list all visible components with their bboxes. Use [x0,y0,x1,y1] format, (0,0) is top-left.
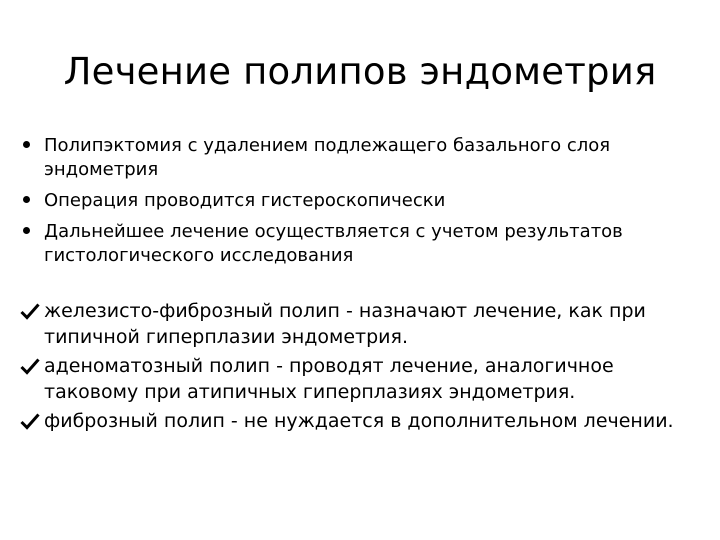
bullet-dot-icon [22,220,40,244]
bullet-item [22,220,692,268]
check-item [22,353,692,405]
check-item [22,298,692,350]
bullet-item [22,134,692,182]
slide-body [22,134,692,437]
bullet-text: Полипэктомия с удалением подлежащего базального слоя эндометрия [44,135,611,180]
check-text: фиброзный полип - не нуждается в дополнительном лечении. [44,410,674,432]
spacer [22,275,692,298]
check-text: аденоматозный полип - проводят лечение, аналогичное таковому при атипичных гиперплазиях эндометрия. [44,355,614,403]
check-item [22,408,692,434]
bullet-text: Операция проводится гистероскопически [44,190,446,211]
slide-title: Лечение полипов эндометрия [63,50,657,93]
bullet-dot-icon [22,134,40,158]
bullet-dot-icon [22,189,40,213]
check-text: железисто-фиброзный полип - назначают лечение, как при типичной гиперплазии эндометрия. [44,300,646,348]
bullet-item [22,189,692,213]
bullet-text: Дальнейшее лечение осуществляется с учетом результатов гистологического исследования [44,221,623,266]
